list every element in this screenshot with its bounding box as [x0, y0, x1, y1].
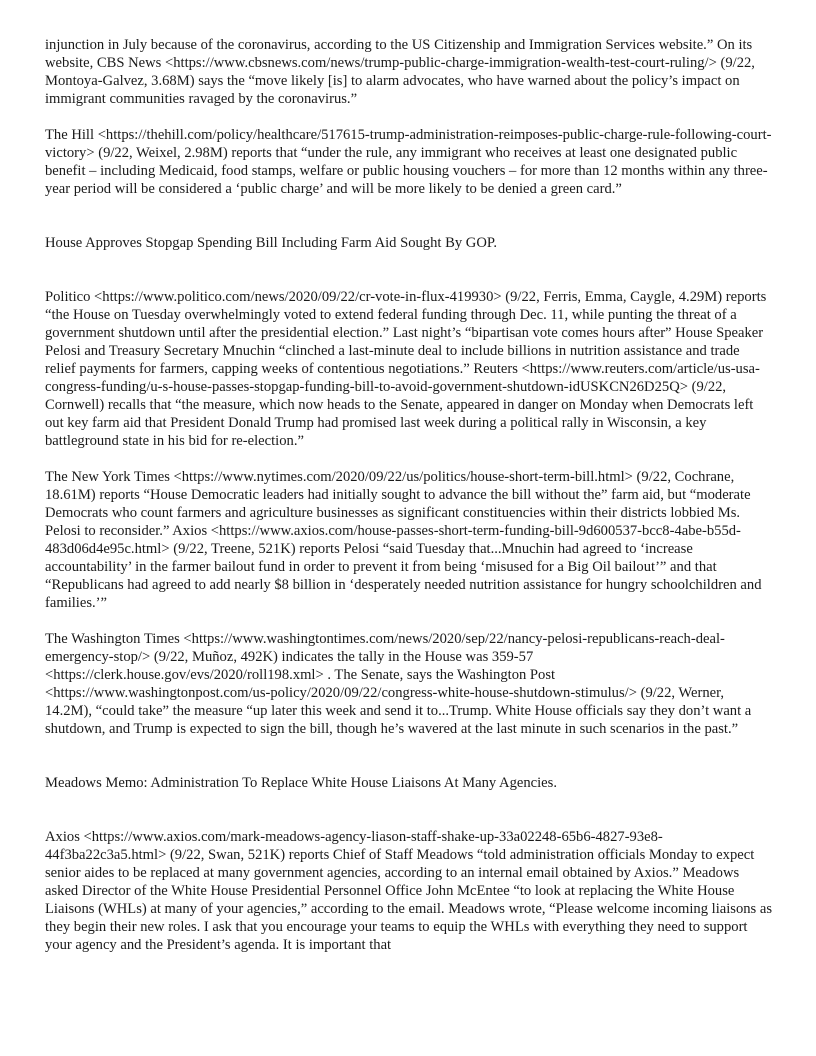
paragraph-spacer — [45, 108, 773, 126]
paragraph-spacer — [45, 450, 773, 468]
paragraph-new-york-times: The New York Times <https://www.nytimes.com/2020/09/22/us/politics/house-short-term-bill.html> (9/22, Cochrane, 18.61M) reports “House Democratic leaders had initially sought to advance the bill without the” farm aid, but “moderate Democrats who count farmers and agriculture businesses as significant constituencies within their districts lobbied Ms. Pelosi to reconsider.” Axios <https://www.axios.com/house-passes-short-term-funding-bill-9d600537-bcc8-4abe-b55d-483d06d4e95c.html> (9/22, Treene, 521K) reports Pelosi “said Tuesday that...Mnuchin had agreed to ‘increase accountability’ in the farmer bailout fund in order to prevent it from being ‘misused for a Big Oil bailout’” and that “Republicans had agreed to add nearly $8 billion in ‘desperately needed nutrition assistance for hungry schoolchildren and families.’” — [45, 469, 762, 611]
paragraph-axios: Axios <https://www.axios.com/mark-meadows-agency-liason-staff-shake-up-33a02248-65b6-4827-93e8-44f3ba22c3a5.html> (9/22, Swan, 521K) reports Chief of Staff Meadows “told administration officials Monday to expect senior aides to be replaced at many government agencies, according to an internal email obtained by Axios.” Meadows asked Director of the White House Presidential Personnel Office John McEntee “to look at replacing the White House Liaisons (WHLs) at many of your agencies,” according to the email. Meadows wrote, “Please welcome incoming liaisons as they begin their new roles. I ask that you encourage your teams to equip the WHLs with everything they need to support your agency and the President’s agenda. It is important that — [45, 829, 773, 953]
section-spacer — [45, 738, 773, 774]
headline-meadows-memo: Meadows Memo: Administration To Replace White House Liaisons At Many Agencies. — [45, 775, 557, 791]
section-spacer — [45, 792, 773, 828]
paragraph-spacer — [45, 612, 773, 630]
paragraph-the-hill: The Hill <https://thehill.com/policy/healthcare/517615-trump-administration-reimposes-public-charge-rule-following-court-victory> (9/22, Weixel, 2.98M) reports that “under the rule, any immigrant who receives at least one designated public benefit – including Medicaid, food stamps, welfare or public housing vouchers – for more than 12 months within any three-year period will be considered a ‘public charge’ and will be more likely to be denied a green card.” — [45, 127, 772, 197]
section-spacer — [45, 198, 773, 234]
section-spacer — [45, 252, 773, 288]
document-page — [45, 36, 773, 954]
paragraph-politico: Politico <https://www.politico.com/news/2020/09/22/cr-vote-in-flux-419930> (9/22, Ferris, Emma, Caygle, 4.29M) reports “the House on Tuesday overwhelmingly voted to extend federal funding through Dec. 11, while punting the threat of a government shutdown until after the presidential election.” Last night’s “bipartisan vote comes hours after” House Speaker Pelosi and Treasury Secretary Mnuchin “clinched a last-minute deal to include billions in nutrition assistance and trade relief payments for farmers, capping weeks of contentious negotiations.” Reuters <https://www.reuters.com/article/us-usa-congress-funding/u-s-house-passes-stopgap-funding-bill-to-avoid-government-shutdown-idUSKCN26D25Q> (9/22, Cornwell) recalls that “the measure, which now heads to the Senate, appeared in danger on Monday when Democrats left out key farm aid that President Donald Trump had promised last week during a political rally in Wisconsin, a key battleground state in his bid for re-election.” — [45, 289, 767, 449]
paragraph-public-charge-injunction: injunction in July because of the coronavirus, according to the US Citizenship and Immigration Services website.” On its website, CBS News <https://www.cbsnews.com/news/trump-public-charge-immigration-wealth-test-court-ruling/> (9/22, Montoya-Galvez, 3.68M) says the “move likely [is] to alarm advocates, who have warned about the policy’s impact on immigrant communities ravaged by the coronavirus.” — [45, 37, 755, 107]
headline-stopgap-spending-bill: House Approves Stopgap Spending Bill Including Farm Aid Sought By GOP. — [45, 235, 498, 251]
paragraph-washington-times: The Washington Times <https://www.washingtontimes.com/news/2020/sep/22/nancy-pelosi-republicans-reach-deal-emergency-stop/> (9/22, Muñoz, 492K) indicates the tally in the House was 359-57 <https://clerk.house.gov/evs/2020/roll198.xml> . The Senate, says the Washington Post <https://www.washingtonpost.com/us-policy/2020/09/22/congress-white-house-shutdown-stimulus/> (9/22, Werner, 14.2M), “could take” the measure “up later this week and send it to...Trump. White House officials say they don’t want a shutdown, and Trump is expected to sign the bill, though he’s wavered at the last minute in such scenarios in the past.” — [45, 631, 752, 737]
